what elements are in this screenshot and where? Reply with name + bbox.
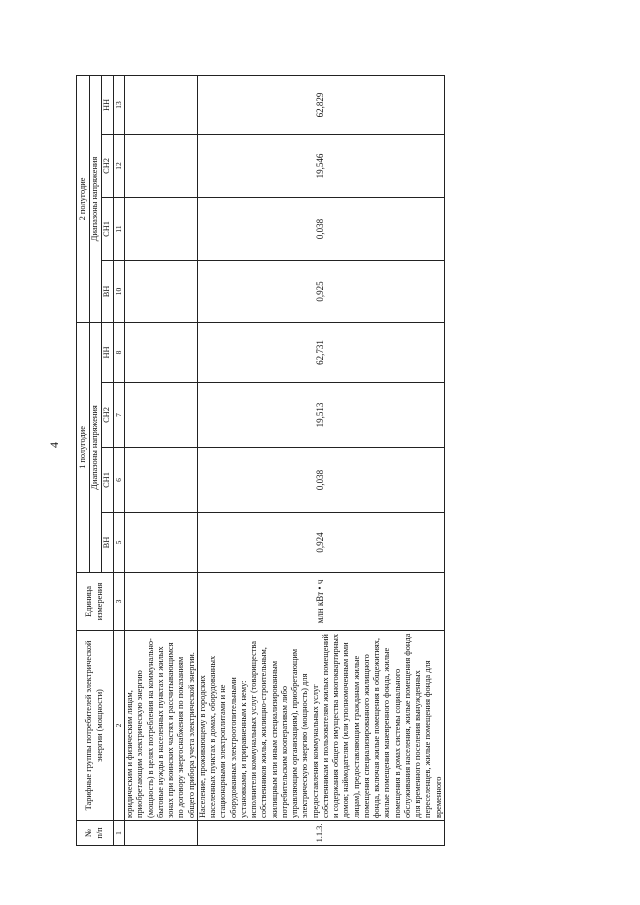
value-h1-vn (125, 513, 198, 573)
value-h1-vn: 0,924 (197, 513, 444, 573)
tariff-table (76, 75, 445, 846)
value-h2-vn (125, 260, 198, 322)
col-number: 5 (114, 513, 125, 573)
header-level-sn2-2: СН2 (102, 134, 114, 197)
header-ranges-1: Диапазоны напряжения (90, 322, 102, 572)
value-h2-sn1: 0,038 (197, 197, 444, 260)
value-h1-sn1 (125, 448, 198, 513)
value-h1-sn2 (125, 383, 198, 448)
row-description: юридическим и физическим лицам, приобретающим электрическую энергию (мощность) в целях потребления на коммунально-бытовые нужды в населенных пунктах и жилых зонах при воинских частях и рассчитывающимся по договору энергоснабжения по показаниям общего прибора учета электрической энергии. (125, 631, 198, 821)
row-number: 1.1.3. (197, 821, 444, 846)
value-h1-nn (125, 322, 198, 382)
value-h1-sn1: 0,038 (197, 448, 444, 513)
header-level-sn2-1: СН2 (102, 383, 114, 448)
value-h2-vn: 0,925 (197, 260, 444, 322)
value-h2-nn (125, 75, 198, 134)
col-number: 2 (114, 631, 125, 821)
table-row (197, 75, 444, 845)
value-h2-sn2: 19,546 (197, 134, 444, 197)
header-half1: 1 полугодие (77, 322, 90, 572)
col-number: 1 (114, 821, 125, 846)
value-h1-sn2: 19,513 (197, 383, 444, 448)
header-level-sn1-2: СН1 (102, 197, 114, 260)
header-unit: Единица измерения (77, 573, 114, 631)
header-tariff-group: Тарифные группы потребителей электрической энергии (мощности) (77, 631, 114, 821)
header-level-vn-2: ВН (102, 260, 114, 322)
col-number: 6 (114, 448, 125, 513)
table-row (125, 75, 198, 845)
col-number: 12 (114, 134, 125, 197)
col-number: 13 (114, 75, 125, 134)
header-level-vn-1: ВН (102, 513, 114, 573)
col-number: 8 (114, 322, 125, 382)
header-ranges-2: Диапазоны напряжения (90, 75, 102, 322)
col-number: 3 (114, 573, 125, 631)
row-description: Население, проживающему в городских населенных пунктах в домах, оборудованных стационарными электроплитами и не оборудованных электроотопительными установками, и приравненным к нему: исполнители коммунальных услуг (товарищества собственников жилья, жилищно-строительным, жилищным или иным специализированным потребительским кооперативам либо управляющим организациям), приобретающим электрическую энергию (мощность) для предоставления коммунальных услуг собственникам и пользователям жилых помещений и содержания общего имущества многоквартирных домов; наймодателям (или уполномоченным ими лицам), предоставляющим гражданам жилые помещения специализированного жилищного фонда, включая жилые помещения в общежитиях, жилые помещения маневренного фонда, жилые помещения в домах системы социального обслуживания населения, жилые помещения фонда для временного поселения вынужденных переселенцев, жилые помещения фонда для временного (197, 631, 444, 821)
header-level-nn-1: НН (102, 322, 114, 382)
row-number (125, 821, 198, 846)
value-h1-nn: 62,731 (197, 322, 444, 382)
col-number: 10 (114, 260, 125, 322)
value-h2-nn: 62,829 (197, 75, 444, 134)
row-unit: млн кВт • ч (197, 573, 444, 631)
header-level-sn1-1: СН1 (102, 448, 114, 513)
row-unit (125, 573, 198, 631)
col-number: 11 (114, 197, 125, 260)
value-h2-sn2 (125, 134, 198, 197)
value-h2-sn1 (125, 197, 198, 260)
header-half2: 2 полугодие (77, 75, 90, 322)
header-number: № п/п (77, 821, 114, 846)
page-number: 4 (47, 442, 61, 448)
tariff-table-page (76, 76, 632, 846)
col-number: 7 (114, 383, 125, 448)
header-level-nn-2: НН (102, 75, 114, 134)
